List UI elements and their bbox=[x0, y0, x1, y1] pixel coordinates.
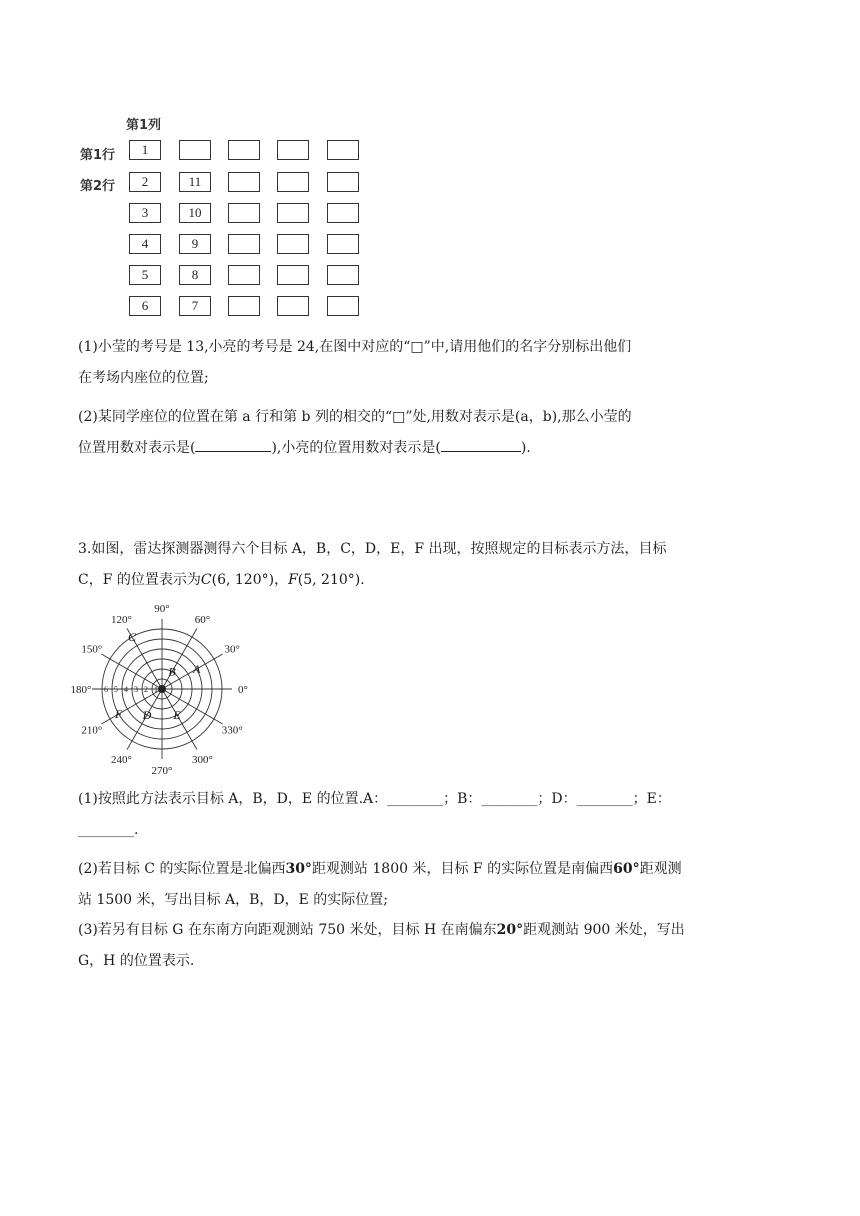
seat-box[interactable] bbox=[179, 140, 211, 160]
radar-angle-label: 210° bbox=[81, 724, 103, 737]
seat-box[interactable] bbox=[277, 172, 309, 192]
q3-intro-line1: 3.如图，雷达探测器测得六个目标 A，B，C，D，E，F 出现，按照规定的目标表示方法，目标 bbox=[78, 541, 667, 557]
seat-box[interactable] bbox=[327, 203, 359, 223]
radar-angle-label: 330° bbox=[221, 724, 243, 737]
seat-box[interactable] bbox=[228, 234, 260, 254]
seat-box[interactable] bbox=[228, 172, 260, 192]
radar-angle-label: 0° bbox=[238, 684, 248, 696]
seat-box[interactable] bbox=[277, 203, 309, 223]
seat-box[interactable] bbox=[277, 265, 309, 285]
q2-part2-text-a: 位置用数对表示是( bbox=[78, 440, 196, 456]
seat-box[interactable]: 2 bbox=[129, 172, 161, 192]
radar-angle-label: 60° bbox=[194, 613, 211, 626]
seat-box[interactable] bbox=[277, 234, 309, 254]
q3-sub1-line1: (1)按照此方法表示目标 A，B，D，E 的位置.A：________；B：________；D：________；E： bbox=[78, 791, 671, 807]
seat-box[interactable]: 3 bbox=[129, 203, 161, 223]
q2-part1-line2: 在考场内座位的位置; bbox=[78, 370, 209, 386]
coord-c-letter: C bbox=[200, 572, 212, 588]
q3-intro-line2 bbox=[78, 568, 788, 592]
radar-ring-label: 6 bbox=[104, 685, 108, 694]
seat-box[interactable]: 11 bbox=[179, 172, 211, 192]
seat-box[interactable] bbox=[277, 296, 309, 316]
row-label-2: 第2行 bbox=[80, 179, 116, 194]
radar-angle-label: 90° bbox=[154, 605, 170, 615]
radar-ring-label: 1 bbox=[154, 685, 158, 694]
coord-separator: ， bbox=[274, 572, 289, 588]
seat-box[interactable] bbox=[327, 234, 359, 254]
seat-box[interactable]: 6 bbox=[129, 296, 161, 316]
coord-f-value: (5, 210°) bbox=[297, 572, 361, 588]
row-label-1: 第1行 bbox=[80, 148, 116, 163]
seat-box[interactable] bbox=[327, 265, 359, 285]
radar-diagram bbox=[70, 605, 270, 775]
seat-box[interactable] bbox=[277, 140, 309, 160]
answer-blank-xiaoliang[interactable] bbox=[441, 437, 521, 452]
q3-sub1-line2: ________. bbox=[78, 822, 139, 838]
seat-box[interactable]: 7 bbox=[179, 296, 211, 316]
q3-sub2-line2: 站 1500 米，写出目标 A，B，D，E 的实际位置; bbox=[78, 892, 388, 908]
radar-angle-label: 180° bbox=[70, 684, 92, 696]
seat-box[interactable] bbox=[327, 296, 359, 316]
intro-period: . bbox=[360, 572, 365, 588]
radar-angle-label: 300° bbox=[192, 754, 213, 767]
seat-box[interactable] bbox=[228, 265, 260, 285]
q3-sub2-line1 bbox=[78, 857, 788, 881]
radar-center bbox=[158, 685, 166, 693]
radar-target-label: A bbox=[192, 662, 201, 676]
seat-box[interactable] bbox=[327, 172, 359, 192]
answer-blank-xiaoying[interactable] bbox=[195, 437, 271, 452]
seat-box[interactable]: 1 bbox=[129, 140, 161, 160]
radar-ring-label: 5 bbox=[114, 685, 118, 694]
q3-intro-text: C，F 的位置表示为 bbox=[78, 572, 201, 588]
q2-part2-text-b: ),小亮的位置用数对表示是( bbox=[271, 440, 441, 456]
seat-box[interactable] bbox=[228, 203, 260, 223]
seat-box[interactable]: 9 bbox=[179, 234, 211, 254]
q3-sub2-degree-2: 60° bbox=[613, 861, 640, 877]
seat-box[interactable] bbox=[327, 140, 359, 160]
q3-sub2-text-b: 距观测站 1800 米，目标 F 的实际位置是南偏西 bbox=[311, 861, 614, 877]
radar-ring-label: 3 bbox=[134, 685, 138, 694]
seat-box[interactable]: 4 bbox=[129, 234, 161, 254]
q2-part2-text-c: ). bbox=[520, 440, 531, 456]
radar-angle-label: 120° bbox=[111, 613, 132, 626]
seat-box[interactable]: 8 bbox=[179, 265, 211, 285]
radar-ring-label: 4 bbox=[124, 685, 128, 694]
q3-sub3-degree: 20° bbox=[496, 922, 524, 938]
q3-sub3-line1 bbox=[78, 918, 788, 942]
q3-sub2-text-c: 距观测 bbox=[639, 861, 682, 877]
radar-angle-label: 150° bbox=[81, 643, 103, 656]
q3-sub3-text-a: (3)若另有目标 G 在东南方向距观测站 750 米处，目标 H 在南偏东 bbox=[78, 922, 497, 938]
q2-part1-line1: (1)小莹的考号是 13,小亮的考号是 24,在图中对应的“□”中,请用他们的名字分别标出他们 bbox=[78, 339, 632, 355]
radar-target-label: D bbox=[142, 707, 152, 722]
q2-part2-line1: (2)某同学座位的位置在第 a 行和第 b 列的相交的“□”处,用数对表示是(a，b),那么小莹的 bbox=[78, 409, 632, 425]
radar-angle-label: 240° bbox=[111, 754, 132, 767]
seat-box[interactable] bbox=[228, 140, 260, 160]
radar-target-label: B bbox=[168, 664, 176, 679]
q3-sub3-line2: G，H 的位置表示. bbox=[78, 953, 195, 969]
radar-target-label: C bbox=[127, 630, 137, 645]
q2-part2-line2 bbox=[78, 436, 788, 460]
radar-ring-label: 2 bbox=[144, 685, 148, 694]
q3-sub3-text-b: 距观测站 900 米处，写出 bbox=[523, 922, 685, 938]
radar-angle-label: 30° bbox=[224, 643, 240, 656]
q3-sub2-text-a: (2)若目标 C 的实际位置是北偏西 bbox=[78, 861, 286, 877]
coord-f-letter: F bbox=[288, 572, 298, 588]
column-label: 第1列 bbox=[126, 118, 162, 133]
radar-angle-label: 270° bbox=[151, 765, 173, 775]
seat-box[interactable]: 10 bbox=[179, 203, 211, 223]
seat-box[interactable]: 5 bbox=[129, 265, 161, 285]
seat-box[interactable] bbox=[228, 296, 260, 316]
radar-target-label: E bbox=[173, 707, 181, 722]
radar-target-label: F bbox=[115, 707, 123, 721]
q3-sub2-degree-1: 30° bbox=[285, 861, 312, 877]
coord-c-value: (6, 120°) bbox=[211, 572, 275, 588]
